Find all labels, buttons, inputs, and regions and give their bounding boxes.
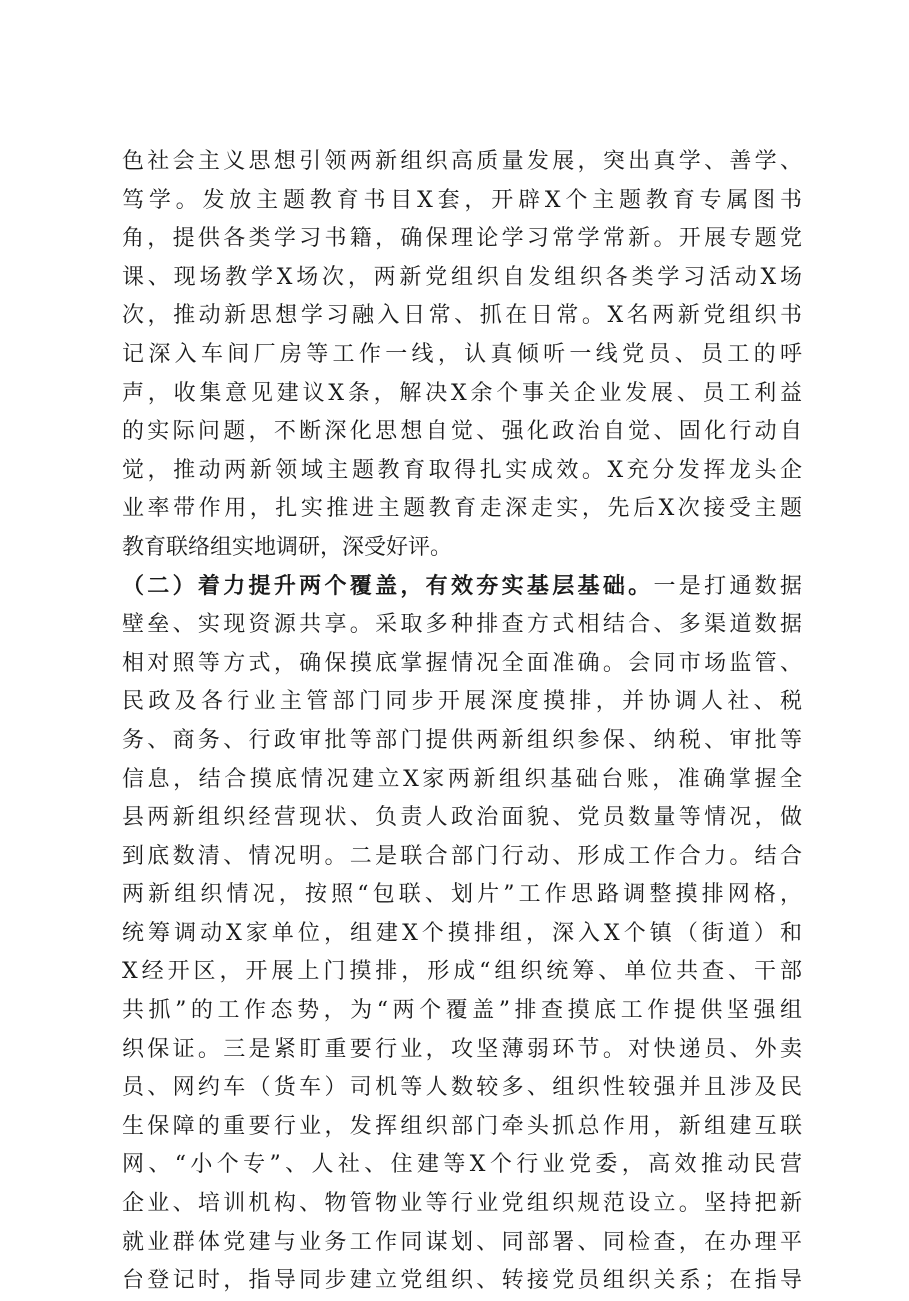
text-line-9: 觉，推动两新领域主题教育取得扎实成效。X充分发挥龙头企: [122, 457, 802, 483]
section-line-2: 相对照等方式，确保摸底掌握情况全面准确。会同市场监管、: [122, 650, 802, 676]
section-first-line-rest: 一是打通数据: [653, 573, 802, 599]
section-line-13: 员、网约车（货车）司机等人数较多、组织性较强并且涉及民: [122, 1075, 802, 1101]
text-line-2: 笃学。发放主题教育书目X套，开辟X个主题教育专属图书: [122, 187, 802, 213]
text-line-5: 次，推动新思想学习融入日常、抓在日常。X名两新党组织书: [122, 303, 802, 329]
section-line-18: 台登记时，指导同步建立党组织、转接党员组织关系；在指导: [122, 1268, 802, 1294]
section-line-12: 织保证。三是紧盯重要行业，攻坚薄弱环节。对快递员、外卖: [122, 1036, 802, 1062]
section-line-7: 到底数清、情况明。二是联合部门行动、形成工作合力。结合: [122, 843, 802, 869]
section-heading: （二）着力提升两个覆盖，有效夯实基层基础。: [122, 573, 654, 599]
text-line-10: 业率带作用，扎实推进主题教育走深走实，先后X次接受主题: [122, 496, 802, 522]
section-line-6: 县两新组织经营现状、负责人政治面貌、党员数量等情况，做: [122, 805, 802, 831]
section-line-3: 民政及各行业主管部门同步开展深度摸排，并协调人社、税: [122, 689, 802, 715]
document-body: [122, 143, 802, 1301]
text-line-1: 色社会主义思想引领两新组织高质量发展，突出真学、善学、: [122, 149, 802, 174]
section-line-16: 企业、培训机构、物管物业等行业党组织规范设立。坚持把新: [122, 1191, 802, 1217]
section-line-11: 共抓”的工作态势，为“两个覆盖”排查摸底工作提供坚强组: [122, 998, 802, 1024]
section-line-9: 统筹调动X家单位，组建X个摸排组，深入X个镇（街道）和: [122, 920, 802, 946]
section-line-14: 生保障的重要行业，发挥组织部门牵头抓总作用，新组建互联: [122, 1113, 802, 1139]
section-line-17: 就业群体党建与业务工作同谋划、同部署、同检查，在办理平: [122, 1229, 802, 1255]
text-line-4: 课、现场教学X场次，两新党组织自发组织各类学习活动X场: [122, 264, 802, 290]
section-line-1: 壁垒、实现资源共享。采取多种排查方式相结合、多渠道数据: [122, 612, 802, 638]
section-line-5: 信息，结合摸底情况建立X家两新组织基础台账，准确掌握全: [122, 766, 802, 792]
text-line-11: 教育联络组实地调研，深受好评。: [122, 534, 453, 560]
text-line-8: 的实际问题，不断深化思想自觉、强化政治自觉、固化行动自: [122, 419, 802, 445]
section-first-line: [122, 568, 802, 607]
text-line-7: 声，收集意见建议X条，解决X余个事关企业发展、员工利益: [122, 380, 802, 406]
section-line-4: 务、商务、行政审批等部门提供两新组织参保、纳税、审批等: [122, 727, 802, 753]
section-line-15: 网、“小个专”、人社、住建等X个行业党委，高效推动民营: [122, 1152, 802, 1178]
section-line-8: 两新组织情况，按照“包联、划片”工作思路调整摸排网格，: [122, 882, 802, 908]
section-line-10: X经开区，开展上门摸排，形成“组织统筹、单位共查、干部: [122, 959, 802, 985]
text-line-6: 记深入车间厂房等工作一线，认真倾听一线党员、员工的呼: [122, 341, 802, 367]
text-line-3: 角，提供各类学习书籍，确保理论学习常学常新。开展专题党: [122, 226, 802, 252]
